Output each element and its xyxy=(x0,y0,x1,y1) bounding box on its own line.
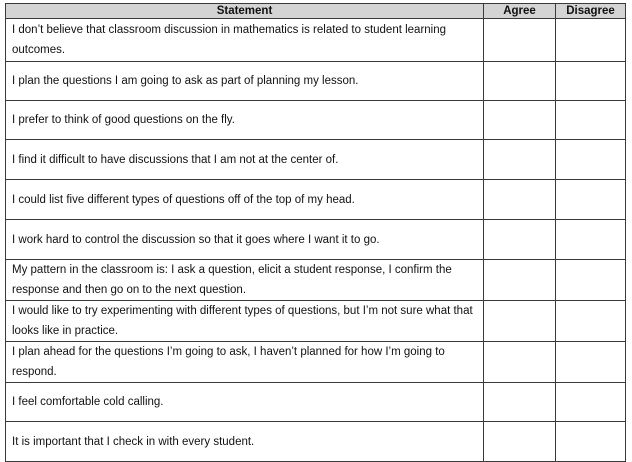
agree-cell[interactable] xyxy=(484,220,556,260)
agree-cell[interactable] xyxy=(484,62,556,101)
agree-cell[interactable] xyxy=(484,383,556,422)
agree-header: Agree xyxy=(484,4,556,19)
agree-cell[interactable] xyxy=(484,422,556,462)
statement-cell: I find it difficult to have discussions that I am not at the center of. xyxy=(6,140,484,180)
table-row xyxy=(6,19,626,62)
table-row xyxy=(6,260,626,301)
statement-cell: I work hard to control the discussion so that it goes where I want it to go. xyxy=(6,220,484,260)
agree-cell[interactable] xyxy=(484,101,556,140)
agree-cell[interactable] xyxy=(484,140,556,180)
table-row xyxy=(6,180,626,220)
statement-cell: I prefer to think of good questions on the fly. xyxy=(6,101,484,140)
statement-cell: I plan ahead for the questions I’m going to ask, I haven’t planned for how I’m going to respond. xyxy=(6,342,484,383)
table-row xyxy=(6,220,626,260)
table-row xyxy=(6,301,626,342)
table-row xyxy=(6,342,626,383)
disagree-cell[interactable] xyxy=(556,383,626,422)
header-row xyxy=(6,4,626,19)
disagree-cell[interactable] xyxy=(556,101,626,140)
statement-cell: I plan the questions I am going to ask as part of planning my lesson. xyxy=(6,62,484,101)
table-row xyxy=(6,422,626,462)
disagree-cell[interactable] xyxy=(556,220,626,260)
statement-cell: I don’t believe that classroom discussion in mathematics is related to student learning outcomes. xyxy=(6,19,484,62)
disagree-cell[interactable] xyxy=(556,342,626,383)
disagree-cell[interactable] xyxy=(556,422,626,462)
disagree-cell[interactable] xyxy=(556,19,626,62)
disagree-cell[interactable] xyxy=(556,62,626,101)
table-row xyxy=(6,140,626,180)
disagree-cell[interactable] xyxy=(556,180,626,220)
agree-cell[interactable] xyxy=(484,19,556,62)
table-row xyxy=(6,62,626,101)
table-row xyxy=(6,383,626,422)
disagree-cell[interactable] xyxy=(556,260,626,301)
disagree-cell[interactable] xyxy=(556,140,626,180)
statement-header: Statement xyxy=(6,4,484,19)
statement-cell: My pattern in the classroom is: I ask a question, elicit a student response, I confirm the response and then go on to the next question. xyxy=(6,260,484,301)
agree-cell[interactable] xyxy=(484,260,556,301)
statement-cell: I feel comfortable cold calling. xyxy=(6,383,484,422)
survey-table xyxy=(5,3,626,462)
agree-cell[interactable] xyxy=(484,301,556,342)
disagree-cell[interactable] xyxy=(556,301,626,342)
statement-cell: I would like to try experimenting with different types of questions, but I’m not sure what that looks like in practice. xyxy=(6,301,484,342)
agree-cell[interactable] xyxy=(484,342,556,383)
table-row xyxy=(6,101,626,140)
disagree-header: Disagree xyxy=(556,4,626,19)
statement-cell: I could list five different types of questions off of the top of my head. xyxy=(6,180,484,220)
agree-cell[interactable] xyxy=(484,180,556,220)
statement-cell: It is important that I check in with every student. xyxy=(6,422,484,462)
